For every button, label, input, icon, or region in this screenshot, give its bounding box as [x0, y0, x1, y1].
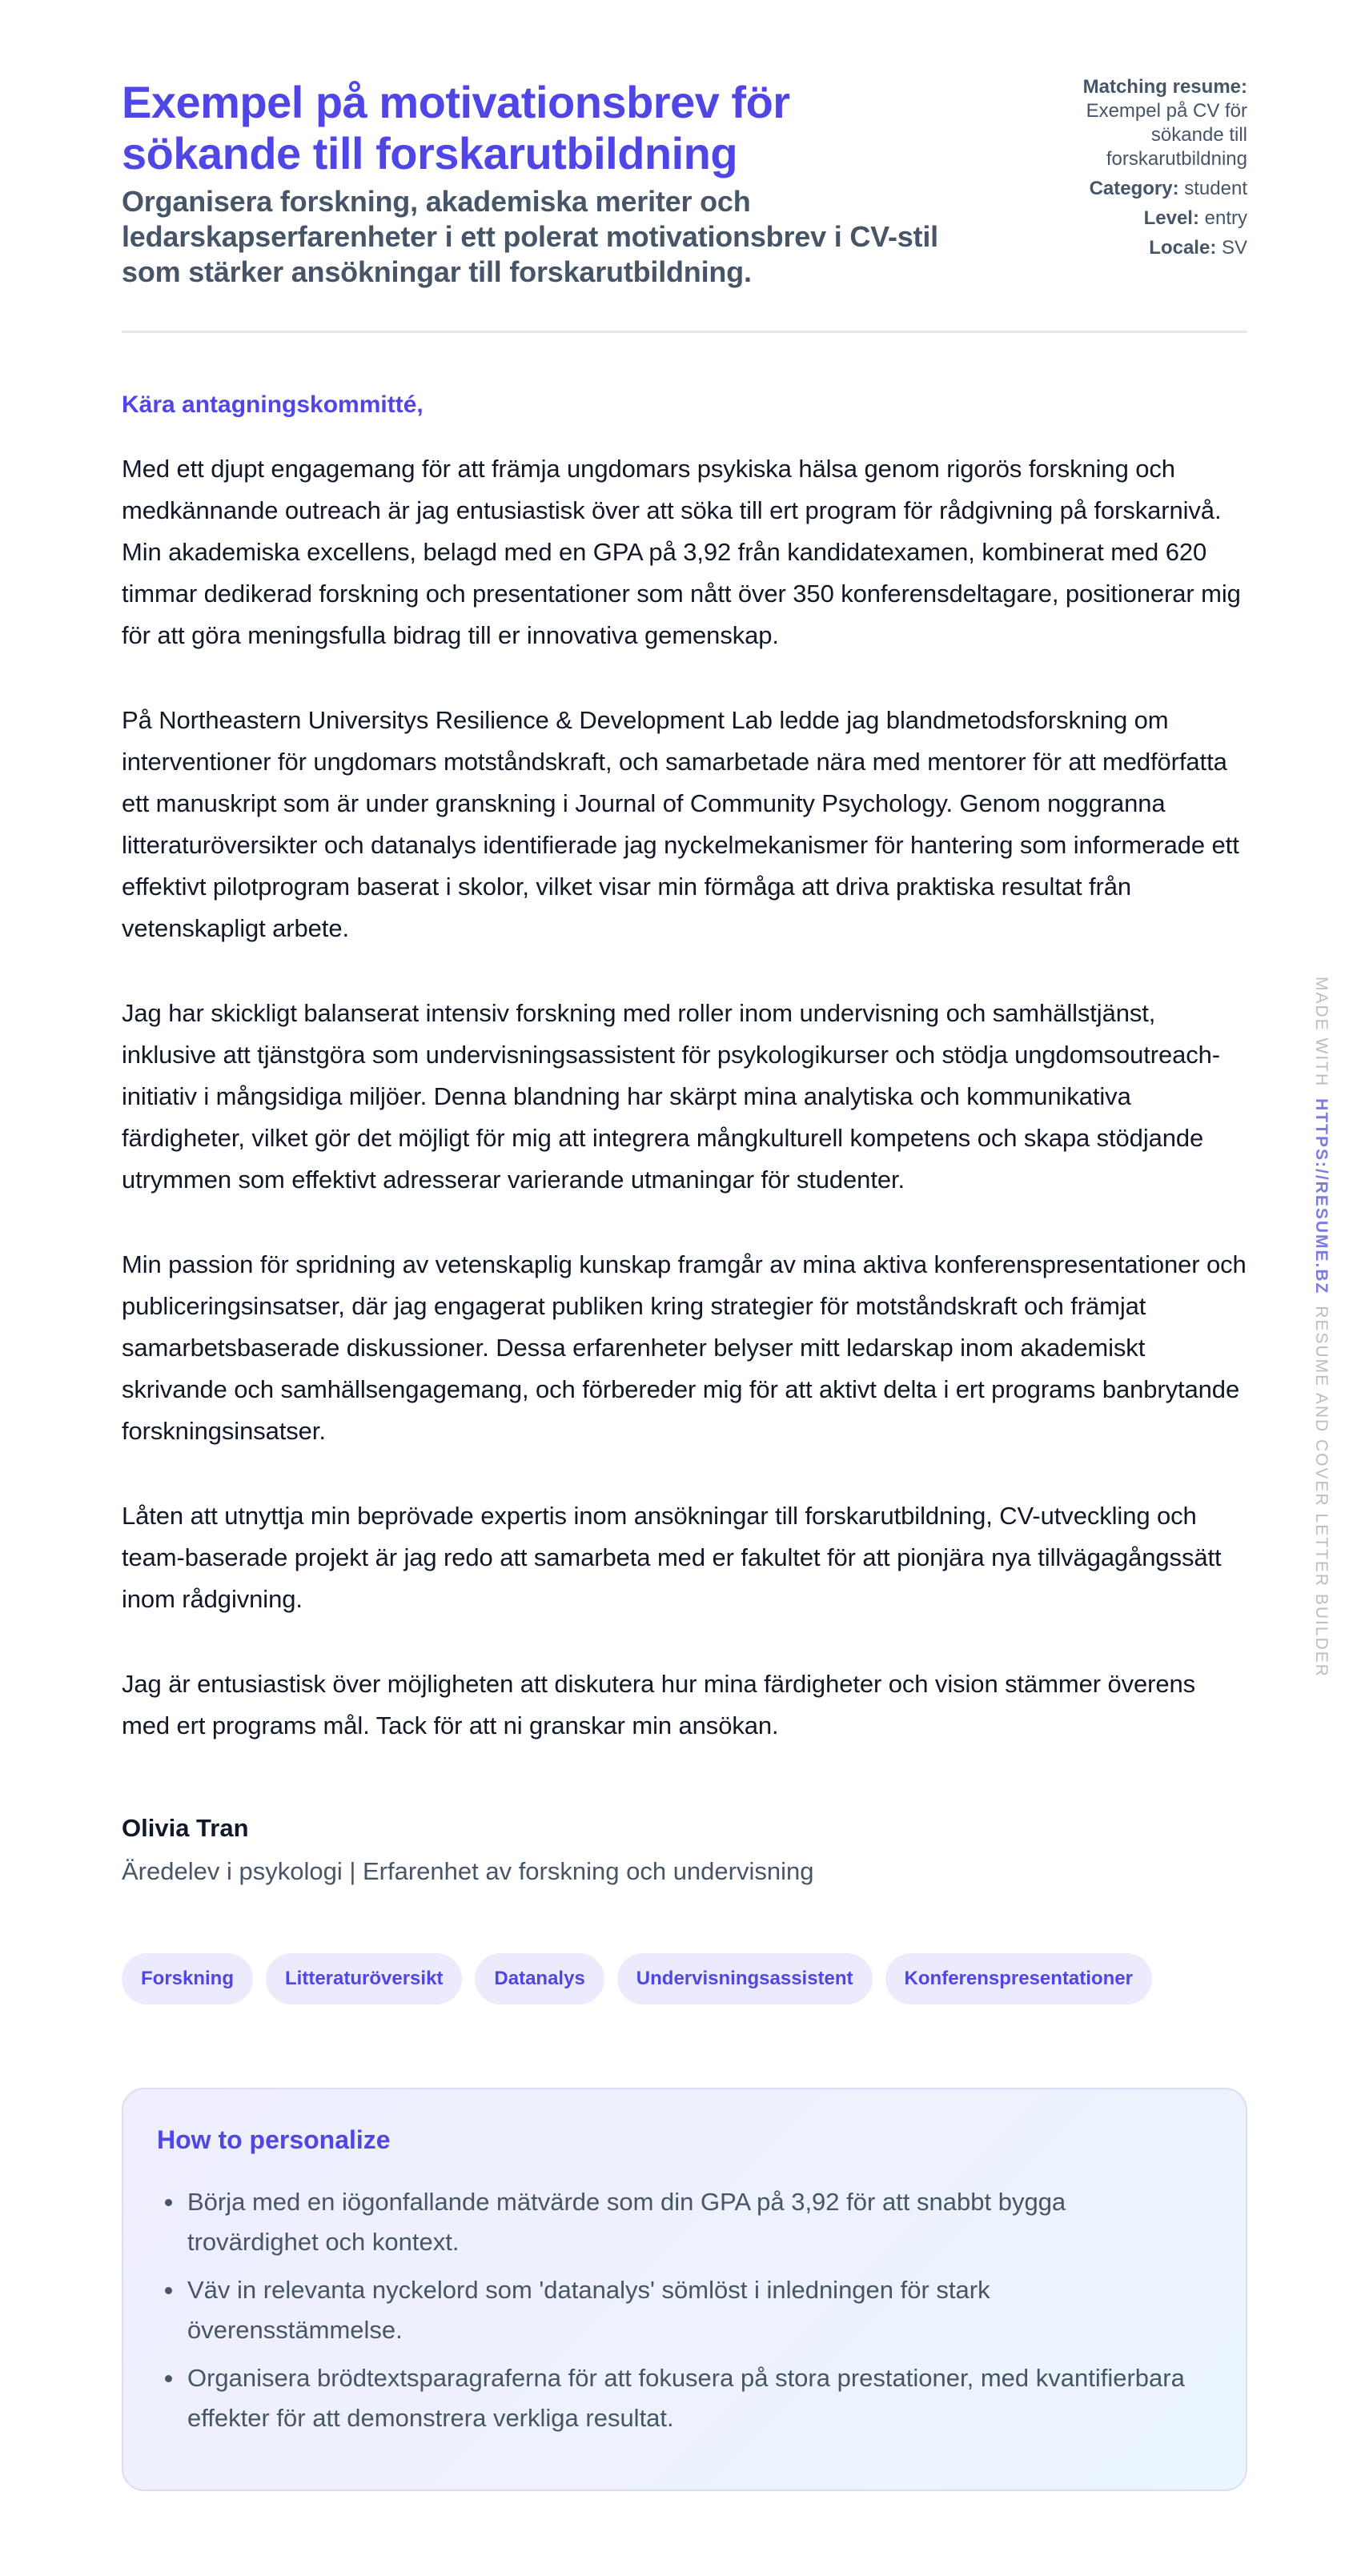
bullet-icon	[165, 2287, 172, 2294]
tip-item	[157, 2358, 1198, 2438]
side-watermark	[1310, 977, 1334, 1678]
skill-tag[interactable]: Datanalys	[475, 1953, 604, 2004]
meta-level-label: Level:	[1143, 207, 1199, 229]
personalize-tips-card	[122, 2088, 1247, 2491]
letter-paragraph: På Northeastern Universitys Resilience & Development Lab ledde jag blandmetodsforskning om interventioner för ungdomars motståndskraft, och samarbetade nära med mentorer för att medförfatta ett manuskript som är under granskning i Journal of Community Psychology. Genom noggranna litteraturöversikter och datanalys identifierade jag nyckelmekanismer för hantering som informerade ett effektivt pilotprogram baserat i skolor, vilket visar min förmåga att driva praktiska resultat från vetenskapligt arbete.	[122, 706, 1239, 942]
meta-category-value: student	[1184, 178, 1247, 199]
skill-tag[interactable]: Undervisningsassistent	[617, 1953, 873, 2004]
bullet-icon	[165, 2375, 172, 2382]
tip-item	[157, 2270, 1198, 2350]
skill-tag[interactable]: Konferenspresentationer	[885, 1953, 1152, 2004]
meta-matching-resume	[1023, 75, 1247, 171]
signature-block	[122, 1811, 1247, 1889]
watermark-prefix: MADE WITH	[1312, 977, 1331, 1088]
meta-matching-resume-label: Matching resume:	[1082, 76, 1247, 98]
letter-paragraph: Med ett djupt engagemang för att främja ungdomars psykiska hälsa genom rigorös forskning och medkännande outreach är jag entusiastisk över att söka till ert program för rådgivning på forskarnivå. Min akademiska excellens, belagd med en GPA på 3,92 från kandidatexamen, kombinerat med 620 timmar dedikerad forskning och presentationer som nått över 350 konferensdeltagare, positionerar mig för att göra meningsfulla bidrag till er innovativa gemenskap.	[122, 455, 1241, 649]
letter-greeting: Kära antagningskommitté,	[122, 391, 424, 418]
meta-category-label: Category:	[1089, 178, 1179, 199]
tips-title: How to personalize	[157, 2125, 391, 2154]
skill-tags	[122, 1953, 1247, 2004]
meta-locale-label: Locale:	[1149, 237, 1217, 259]
skill-tag[interactable]: Forskning	[122, 1953, 253, 2004]
watermark-suffix: RESUME AND COVER LETTER BUILDER	[1312, 1306, 1331, 1678]
tip-text: Väv in relevanta nyckelord som 'datanalys' sömlöst i inledningen för stark överensstämmelse.	[187, 2276, 990, 2344]
letter-paragraph: Jag har skickligt balanserat intensiv forskning med roller inom undervisning och samhällstjänst, inklusive att tjänstgöra som undervisningsassistent för psykologikurser och stödja ungdomsoutreach-initiativ i mångsidiga miljöer. Denna blandning har skärpt mina analytiska och kommunikativa färdigheter, vilket gör det möjligt för mig att integrera mångkulturell kompetens och skapa stödjande utrymmen som effektivt adresserar varierande utmaningar för studenter.	[122, 999, 1221, 1194]
cover-letter-page	[122, 0, 1247, 2491]
tip-text: Organisera brödtextsparagraferna för att fokusera på stora prestationer, med kvantifierbara effekter för att demonstrera verkliga resultat.	[187, 2364, 1185, 2432]
meta-level	[1023, 207, 1247, 231]
meta-category	[1023, 177, 1247, 201]
meta-locale	[1023, 236, 1247, 260]
letter-body	[122, 448, 1247, 1747]
page-subtitle: Organisera forskning, akademiska meriter och ledarskapserfarenheter i ett polerat motivationsbrev i CV-stil som stärker ansökningar till forskarutbildning.	[122, 185, 938, 288]
watermark-text	[1311, 977, 1331, 1678]
page-title: Exempel på motivationsbrev för sökande till forskarutbildning	[122, 77, 790, 179]
skill-tag[interactable]: Litteraturöversikt	[266, 1953, 462, 2004]
letter-paragraph: Jag är entusiastisk över möjligheten att diskutera hur mina färdigheter och vision stämmer överens med ert programs mål. Tack för att ni granskar min ansökan.	[122, 1670, 1196, 1739]
signature-name: Olivia Tran	[122, 1814, 249, 1842]
letter-paragraph: Min passion för spridning av vetenskaplig kunskap framgår av mina aktiva konferenspresentationer och publiceringsinsatser, där jag engagerat publiken kring strategier för motståndskraft och främjat samarbetsbaserade diskussioner. Dessa erfarenheter belyser mitt ledarskap inom akademiskt skrivande och samhällsengagemang, och förbereder mig för att aktivt delta i ert programs banbrytande forskningsinsatser.	[122, 1250, 1247, 1445]
tips-list	[157, 2182, 1212, 2438]
bullet-icon	[165, 2199, 172, 2206]
page-header	[122, 0, 1247, 333]
signature-title: Äredelev i psykologi | Erfarenhet av forskning och undervisning	[122, 1857, 814, 1885]
meta-panel	[1023, 75, 1247, 266]
letter	[122, 389, 1247, 1889]
meta-locale-value: SV	[1221, 237, 1247, 259]
meta-matching-resume-value[interactable]: Exempel på CV för sökande till forskarutbildning	[1086, 100, 1247, 170]
tip-item	[157, 2182, 1198, 2262]
tip-text: Börja med en iögonfallande mätvärde som din GPA på 3,92 för att snabbt bygga trovärdighet och kontext.	[187, 2188, 1066, 2256]
meta-level-value: entry	[1204, 207, 1247, 229]
letter-paragraph: Låten att utnyttja min beprövade expertis inom ansökningar till forskarutbildning, CV-utveckling och team-baserade projekt är jag redo att samarbeta med er fakultet för att pionjära nya tillvägagångssätt inom rådgivning.	[122, 1502, 1222, 1613]
watermark-link[interactable]: HTTPS://RESUME.BZ	[1312, 1098, 1331, 1295]
